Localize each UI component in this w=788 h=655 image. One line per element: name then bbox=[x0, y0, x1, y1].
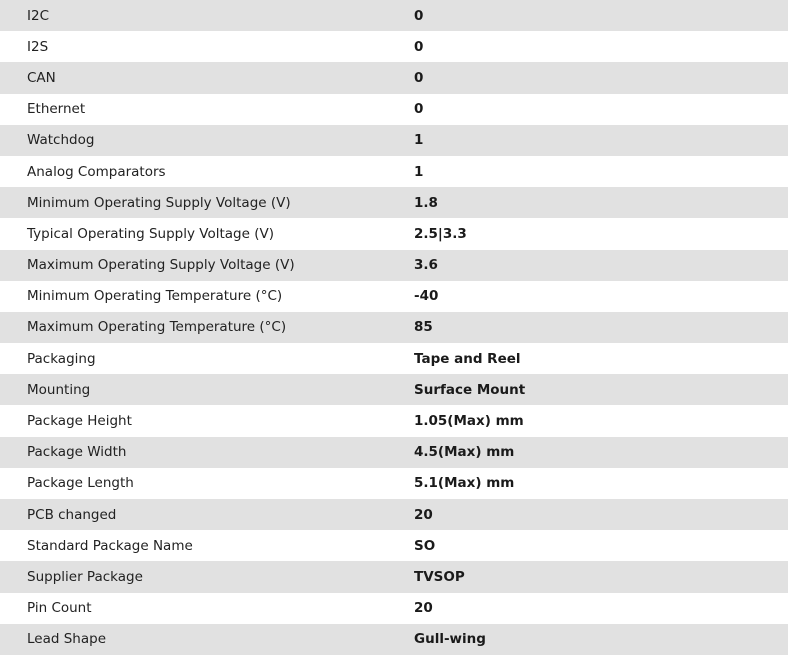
spec-value: 1 bbox=[414, 163, 424, 180]
spec-row-package-width bbox=[0, 437, 788, 468]
spec-value: 3.6 bbox=[414, 257, 438, 274]
spec-label: Pin Count bbox=[27, 600, 92, 617]
spec-row-analog-comparators bbox=[0, 156, 788, 187]
spec-row-pin-count bbox=[0, 593, 788, 624]
spec-row-pcb-changed bbox=[0, 499, 788, 530]
spec-label: Mounting bbox=[27, 381, 91, 398]
spec-label: Ethernet bbox=[27, 101, 86, 118]
spec-label: Minimum Operating Supply Voltage (V) bbox=[27, 194, 291, 211]
spec-value: 0 bbox=[414, 101, 424, 118]
spec-row-max-temperature bbox=[0, 312, 788, 343]
spec-row-min-temperature bbox=[0, 281, 788, 312]
spec-label: Minimum Operating Temperature (°C) bbox=[27, 288, 283, 305]
spec-row-package-length bbox=[0, 468, 788, 499]
spec-row-watchdog bbox=[0, 125, 788, 156]
spec-label: Maximum Operating Temperature (°C) bbox=[27, 319, 287, 336]
spec-label: Package Length bbox=[27, 475, 134, 492]
spec-label: Lead Shape bbox=[27, 631, 106, 648]
spec-value: -40 bbox=[414, 288, 439, 305]
spec-row-mounting bbox=[0, 374, 788, 405]
spec-row-min-supply-voltage bbox=[0, 187, 788, 218]
spec-row-lead-shape bbox=[0, 624, 788, 655]
spec-row-packaging bbox=[0, 343, 788, 374]
spec-value: 1.05(Max) mm bbox=[414, 413, 524, 430]
spec-value: SO bbox=[414, 537, 436, 554]
spec-row-package-height bbox=[0, 405, 788, 436]
spec-value: Tape and Reel bbox=[414, 350, 521, 367]
spec-value: 1.8 bbox=[414, 194, 438, 211]
spec-label: I2S bbox=[27, 38, 49, 55]
spec-value: Gull-wing bbox=[414, 631, 486, 648]
spec-label: Package Height bbox=[27, 413, 132, 430]
spec-label: Package Width bbox=[27, 444, 127, 461]
spec-value: Surface Mount bbox=[414, 381, 526, 398]
spec-value: 0 bbox=[414, 7, 424, 24]
spec-label: Typical Operating Supply Voltage (V) bbox=[27, 225, 274, 242]
spec-row-supplier-package bbox=[0, 561, 788, 592]
spec-row-standard-package-name bbox=[0, 530, 788, 561]
spec-value: 20 bbox=[414, 506, 433, 523]
spec-value: 5.1(Max) mm bbox=[414, 475, 515, 492]
spec-label: CAN bbox=[27, 69, 56, 86]
spec-row-ethernet bbox=[0, 94, 788, 125]
spec-label: Supplier Package bbox=[27, 568, 143, 585]
spec-label: Standard Package Name bbox=[27, 537, 193, 554]
spec-value: 0 bbox=[414, 38, 424, 55]
spec-value: 85 bbox=[414, 319, 433, 336]
spec-value: 20 bbox=[414, 600, 433, 617]
spec-row-i2s bbox=[0, 31, 788, 62]
spec-label: Packaging bbox=[27, 350, 96, 367]
spec-value: 1 bbox=[414, 132, 424, 149]
spec-value: 0 bbox=[414, 69, 424, 86]
spec-row-i2c bbox=[0, 0, 788, 31]
spec-label: Watchdog bbox=[27, 132, 95, 149]
spec-row-can bbox=[0, 62, 788, 93]
spec-value: 4.5(Max) mm bbox=[414, 444, 515, 461]
spec-row-typ-supply-voltage bbox=[0, 218, 788, 249]
spec-row-max-supply-voltage bbox=[0, 250, 788, 281]
spec-value: TVSOP bbox=[414, 568, 465, 585]
spec-label: I2C bbox=[27, 7, 49, 24]
spec-value: 2.5|3.3 bbox=[414, 225, 467, 242]
spec-label: Maximum Operating Supply Voltage (V) bbox=[27, 257, 295, 274]
spec-label: PCB changed bbox=[27, 506, 117, 523]
spec-label: Analog Comparators bbox=[27, 163, 166, 180]
